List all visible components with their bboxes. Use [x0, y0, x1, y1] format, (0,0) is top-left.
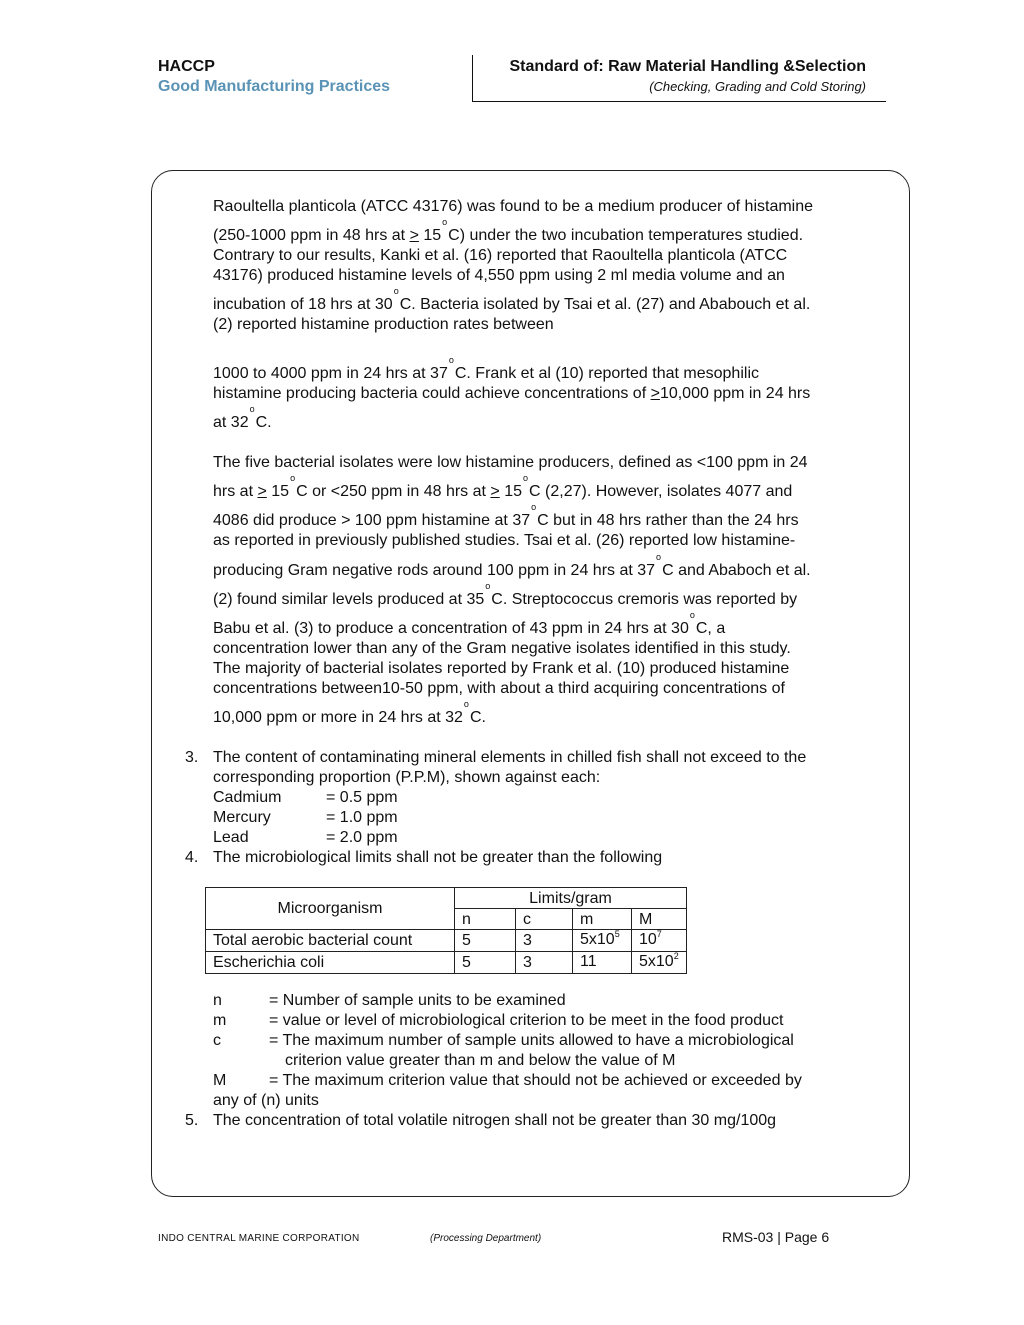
metal-value: = 2.0 ppm: [326, 829, 398, 846]
para1-line: [213, 197, 813, 217]
para1-line: [213, 404, 272, 434]
metal-value: = 1.0 ppm: [326, 809, 398, 826]
text-run: C or <250 ppm in 48 hrs at: [296, 483, 491, 500]
text-run: C, a: [695, 620, 726, 637]
cell-c: 3: [516, 930, 573, 952]
definition-key: c: [213, 1032, 221, 1049]
text-run: 43176) produced histamine levels of 4,550 ppm using 2 ml media volume and an: [213, 267, 785, 284]
para1-line: [213, 355, 759, 385]
text-run: concentration lower than any of the Gram negative isolates identified in this study.: [213, 640, 791, 657]
header-rule: [472, 101, 886, 102]
para1-line: [213, 246, 787, 266]
item5-text: The concentration of total volatile nitrogen shall not be greater than 30 mg/100g: [213, 1112, 777, 1129]
standard-title: Standard of: Raw Material Handling &Selection: [509, 58, 866, 75]
header-right: [482, 57, 866, 97]
ge-symbol: >: [257, 483, 267, 500]
text-run: C. Frank et al (10) reported that mesophilic: [454, 365, 759, 382]
definition-text: = The maximum number of sample units allowed to have a microbiological: [269, 1032, 794, 1049]
cell-m: [573, 930, 632, 952]
text-run: The five bacterial isolates were low histamine producers, defined as <100 ppm in 24: [213, 454, 808, 471]
doc-subtitle: Good Manufacturing Practices: [158, 78, 391, 95]
degree-symbol: o: [463, 699, 469, 709]
text-run: Contrary to our results, Kanki et al. (16) reported that Raoultella planticola (ATCC: [213, 247, 788, 264]
para2-line: [213, 502, 799, 532]
degree-symbol: o: [689, 610, 695, 620]
para2-line: [213, 473, 793, 503]
para2-line: [213, 610, 726, 640]
para2-line: [213, 679, 785, 699]
footer-company: INDO CENTRAL MARINE CORPORATION: [158, 1233, 360, 1244]
text-run: C. Streptococcus cremoris was reported by: [491, 591, 798, 608]
degree-symbol: o: [290, 473, 296, 483]
subheader-c: c: [516, 909, 573, 930]
definition-key: M: [213, 1072, 227, 1089]
footer-department: (Processing Department): [430, 1233, 542, 1244]
item4-number: 4.: [185, 849, 199, 866]
text-run: hrs at: [213, 483, 258, 500]
table-row: [206, 930, 687, 952]
text-run: 10,000 ppm in 24 hrs: [659, 385, 811, 402]
para1-line: [213, 384, 810, 404]
item5-number: 5.: [185, 1112, 199, 1129]
ge-symbol: >: [490, 483, 500, 500]
text-run: 4086 did produce > 100 ppm histamine at 37: [213, 512, 531, 529]
cell-n: 5: [455, 952, 516, 974]
definition-key: n: [213, 992, 222, 1009]
para2-line: [213, 453, 808, 473]
para1-line: [213, 217, 804, 247]
text-run: at 32: [213, 414, 249, 431]
degree-symbol: o: [485, 581, 491, 591]
micro-limits-table: [205, 887, 687, 974]
text-run: Babu et al. (3) to produce a concentration of 43 ppm in 24 hrs at 30: [213, 620, 689, 637]
definition-text: = The maximum criterion value that should not be achieved or exceeded by: [269, 1072, 802, 1089]
text-run: producing Gram negative rods around 100 ppm in 24 hrs at 37: [213, 562, 656, 579]
para2-line: [213, 531, 795, 551]
text-run: concentrations between10-50 ppm, with about a third acquiring concentrations of: [213, 680, 785, 697]
degree-symbol: o: [523, 473, 529, 483]
cell-exponent: 7: [656, 929, 662, 939]
cell-exponent: 2: [673, 951, 679, 961]
text-run: incubation of 18 hrs at 30: [213, 296, 393, 313]
metal-value: = 0.5 ppm: [326, 789, 398, 806]
text-run: C.: [469, 709, 486, 726]
text-run: 15: [418, 227, 442, 244]
text-run: histamine producing bacteria could achieve concentrations of: [213, 385, 651, 402]
cell-base: 5x10: [580, 931, 615, 948]
doc-title: HACCP: [158, 58, 215, 75]
definition-text: = Number of sample units to be examined: [269, 992, 566, 1009]
ge-symbol: >: [409, 227, 419, 244]
item3-line: corresponding proportion (P.P.M), shown against each:: [213, 769, 601, 786]
cell-m: [573, 952, 632, 974]
para1-line: [213, 286, 811, 316]
definition-text: criterion value greater than m and below the value of M: [285, 1052, 676, 1069]
text-run: (2) reported histamine production rates between: [213, 316, 554, 333]
ge-symbol: >: [650, 385, 660, 402]
degree-symbol: o: [531, 502, 537, 512]
cell-M: [632, 952, 687, 974]
para2-line: [213, 581, 798, 611]
text-run: C. Bacteria isolated by Tsai et al. (27) and Ababouch et al.: [399, 296, 811, 313]
item3-number: 3.: [185, 749, 199, 766]
para2-line: [213, 659, 789, 679]
text-run: (2) found similar levels produced at 35: [213, 591, 485, 608]
cell-exponent: 5: [614, 929, 620, 939]
cell-organism: Escherichia coli: [206, 952, 455, 974]
item4-text: The microbiological limits shall not be greater than the following: [213, 849, 663, 866]
text-run: 15: [266, 483, 290, 500]
subheader-M: M: [632, 909, 687, 930]
cell-base: 10: [639, 931, 657, 948]
header-microorganism: Microorganism: [206, 888, 455, 930]
definition-text: = value or level of microbiological criterion to be meet in the food product: [269, 1012, 784, 1029]
cell-M: [632, 930, 687, 952]
text-run: 1000 to 4000 ppm in 24 hrs at 37: [213, 365, 448, 382]
para2-line: [213, 639, 791, 659]
text-run: C but in 48 hrs rather than the 24 hrs: [537, 512, 799, 529]
degree-symbol: o: [393, 286, 399, 296]
item3-line: The content of contaminating mineral elements in chilled fish shall not exceed to the: [213, 749, 807, 766]
degree-symbol: o: [442, 217, 448, 227]
text-run: 10,000 ppm or more in 24 hrs at 32: [213, 709, 463, 726]
subheader-n: n: [455, 909, 516, 930]
para1-line: [213, 266, 785, 286]
text-run: 15: [499, 483, 522, 500]
para2-line: [213, 699, 486, 729]
header-left: [158, 57, 468, 97]
text-run: C and Ababoch et al.: [662, 562, 811, 579]
metal-name: Cadmium: [213, 789, 282, 806]
text-run: C) under the two incubation temperatures studied.: [448, 227, 804, 244]
text-run: (250-1000 ppm in 48 hrs at: [213, 227, 410, 244]
para1-line: [213, 315, 554, 335]
text-run: Raoultella planticola (ATCC 43176) was found to be a medium producer of histamine: [213, 198, 814, 215]
text-run: C.: [255, 414, 272, 431]
cell-c: 3: [516, 952, 573, 974]
header-limits: Limits/gram: [455, 888, 687, 909]
para2-line: [213, 552, 811, 582]
degree-symbol: o: [448, 355, 454, 365]
text-run: as reported in previously published studies. Tsai et al. (26) reported low histamine-: [213, 532, 796, 549]
definition-tail: any of (n) units: [213, 1092, 319, 1109]
standard-scope: (Checking, Grading and Cold Storing): [649, 79, 866, 94]
header-divider: [472, 55, 473, 102]
text-run: C (2,27). However, isolates 4077 and: [529, 483, 793, 500]
table-header-row: [206, 888, 687, 909]
definition-key: m: [213, 1012, 227, 1029]
degree-symbol: o: [656, 552, 662, 562]
metal-name: Mercury: [213, 809, 271, 826]
footer-page-number: RMS-03 | Page 6: [722, 1229, 830, 1245]
cell-n: 5: [455, 930, 516, 952]
cell-organism: Total aerobic bacterial count: [206, 930, 455, 952]
text-run: The majority of bacterial isolates reported by Frank et al. (10) produced histamine: [213, 660, 790, 677]
degree-symbol: o: [249, 404, 255, 414]
subheader-m: m: [573, 909, 632, 930]
cell-base: 11: [580, 953, 597, 970]
cell-base: 5x10: [639, 953, 674, 970]
table-row: [206, 952, 687, 974]
metal-name: Lead: [213, 829, 249, 846]
